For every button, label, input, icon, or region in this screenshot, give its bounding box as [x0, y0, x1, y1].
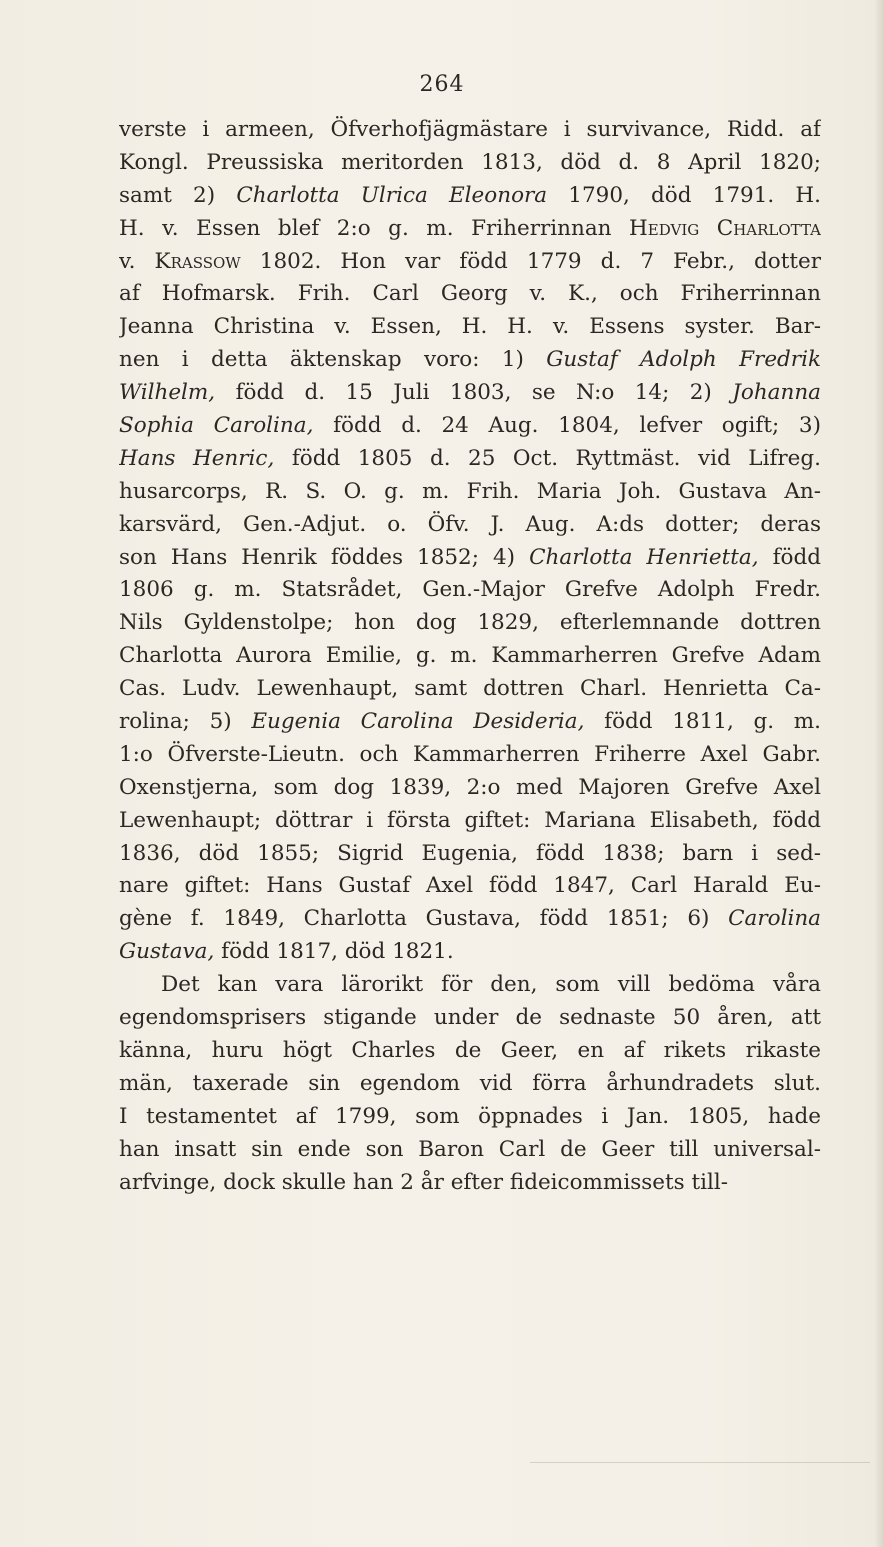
text-line [119, 278, 821, 311]
text-line [119, 673, 821, 706]
text-run: nen i detta äktenskap voro: 1) [119, 347, 547, 373]
italic-name: Sophia Carolina, [119, 413, 314, 439]
text-line [119, 213, 821, 246]
italic-name: Hans Henric, [119, 445, 275, 471]
text-run: egendomsprisers stigande under de sednaste 50 åren, att [119, 1005, 821, 1031]
italic-name: Gustava, [119, 939, 215, 965]
text-run: känna, huru högt Charles de Geer, en af rikets rikaste [119, 1037, 821, 1063]
page-number: 264 [419, 72, 465, 97]
text-line [119, 344, 821, 377]
text-run: Cas. Ludv. Lewenhaupt, samt dottren Charl. Henrietta Ca- [119, 676, 821, 702]
paragraph [119, 114, 821, 969]
text-line [119, 509, 821, 542]
text-run: Oxenstjerna, som dog 1839, 2:o med Majoren Grefve Axel [119, 774, 821, 800]
text-line [119, 443, 821, 476]
text-line [119, 476, 821, 509]
text-line [119, 936, 821, 969]
text-run: Charlotta Aurora Emilie, g. m. Kammarherren Grefve Adam [119, 643, 821, 669]
text-line [119, 542, 821, 575]
text-run: husarcorps, R. S. O. g. m. Frih. Maria Joh. Gustava An- [119, 478, 821, 504]
paragraph [119, 969, 821, 1199]
text-line [119, 1035, 821, 1068]
page-bottom-mark [530, 1462, 870, 1463]
text-run: född 1805 d. 25 Oct. Ryttmäst. vid Lifreg. [274, 445, 821, 471]
text-run: Lewenhaupt; döttrar i första giftet: Mariana Elisabeth, född [119, 807, 821, 833]
italic-name: Charlotta Ulrica Eleonora [236, 182, 548, 208]
text-line [119, 377, 821, 410]
text-line [119, 574, 821, 607]
text-line [119, 739, 821, 772]
text-line [119, 903, 821, 936]
text-run: H. v. Essen blef 2:o g. m. Friherrinnan [119, 215, 630, 241]
text-run: samt 2) [119, 182, 237, 208]
small-caps-name: Krassow [154, 248, 241, 274]
italic-name: Johanna [732, 380, 821, 406]
italic-name: Carolina [728, 906, 821, 932]
text-line [119, 969, 821, 1002]
text-run: 1790, död 1791. H. [547, 182, 821, 208]
text-line [119, 607, 821, 640]
text-run: Jeanna Christina v. Essen, H. H. v. Essens syster. Bar- [119, 314, 821, 340]
text-run: 1806 g. m. Statsrådet, Gen.-Major Grefve Adolph Fredr. [119, 577, 821, 603]
text-run: 1:o Öfverste-Lieutn. och Kammarherren Friherre Axel Gabr. [119, 741, 821, 767]
text-run: född d. 15 Juli 1803, se N:o 14; 2) [215, 380, 733, 406]
page-edge-shadow [874, 0, 884, 1547]
text-line [119, 640, 821, 673]
text-run: gène f. 1849, Charlotta Gustava, född 1851; 6) [119, 906, 729, 932]
text-run: I testamentet af 1799, som öppnades i Jan. 1805, hade [119, 1103, 821, 1129]
text-line [119, 772, 821, 805]
text-line [119, 246, 821, 279]
italic-name: Wilhelm, [119, 380, 216, 406]
text-run: son Hans Henrik föddes 1852; 4) [119, 544, 530, 570]
text-line [119, 114, 821, 147]
body-text [119, 114, 821, 1199]
text-run: män, taxerade sin egendom vid förra århundradets slut. [119, 1070, 821, 1096]
text-line [119, 147, 821, 180]
text-run: född [758, 544, 821, 570]
text-line [119, 1167, 821, 1200]
text-run: han insatt sin ende son Baron Carl de Geer till universal- [119, 1136, 821, 1162]
text-run: v. [119, 248, 155, 274]
text-run: född d. 24 Aug. 1804, lefver ogift; 3) [313, 413, 821, 439]
text-line [119, 410, 821, 443]
text-line [119, 706, 821, 739]
text-line [119, 311, 821, 344]
text-run: Nils Gyldenstolpe; hon dog 1829, efterlemnande dottren [119, 610, 821, 636]
text-run: född 1811, g. m. [584, 709, 821, 735]
text-run: 1836, död 1855; Sigrid Eugenia, född 1838; barn i sed- [119, 840, 821, 866]
text-run: af Hofmarsk. Frih. Carl Georg v. K., och Friherrinnan [119, 281, 821, 307]
italic-name: Charlotta Henrietta, [529, 544, 759, 570]
text-run: nare giftet: Hans Gustaf Axel född 1847, Carl Harald Eu- [119, 873, 821, 899]
italic-name: Eugenia Carolina Desideria, [251, 709, 585, 735]
text-run: rolina; 5) [119, 709, 252, 735]
text-line [119, 1134, 821, 1167]
text-run: Det kan vara lärorikt för den, som vill bedöma våra [161, 972, 821, 998]
text-line [119, 870, 821, 903]
text-run: 1802. Hon var född 1779 d. 7 Febr., dotter [240, 248, 821, 274]
text-run: verste i armeen, Öfverhofjägmästare i survivance, Ridd. af [119, 117, 821, 142]
small-caps-name: Hedvig Charlotta [629, 215, 821, 241]
text-run: karsvärd, Gen.-Adjut. o. Öfv. J. Aug. A:ds dotter; deras [119, 511, 821, 537]
text-line [119, 1068, 821, 1101]
text-run: född 1817, död 1821. [214, 939, 454, 965]
text-line [119, 838, 821, 871]
text-line [119, 180, 821, 213]
text-line [119, 1002, 821, 1035]
italic-name: Gustaf Adolph Fredrik [546, 347, 821, 373]
text-run: Kongl. Preussiska meritorden 1813, död d. 8 April 1820; [119, 149, 821, 175]
text-run: arfvinge, dock skulle han 2 år efter fideicommissets till- [119, 1169, 729, 1195]
text-line [119, 805, 821, 838]
text-line [119, 1101, 821, 1134]
